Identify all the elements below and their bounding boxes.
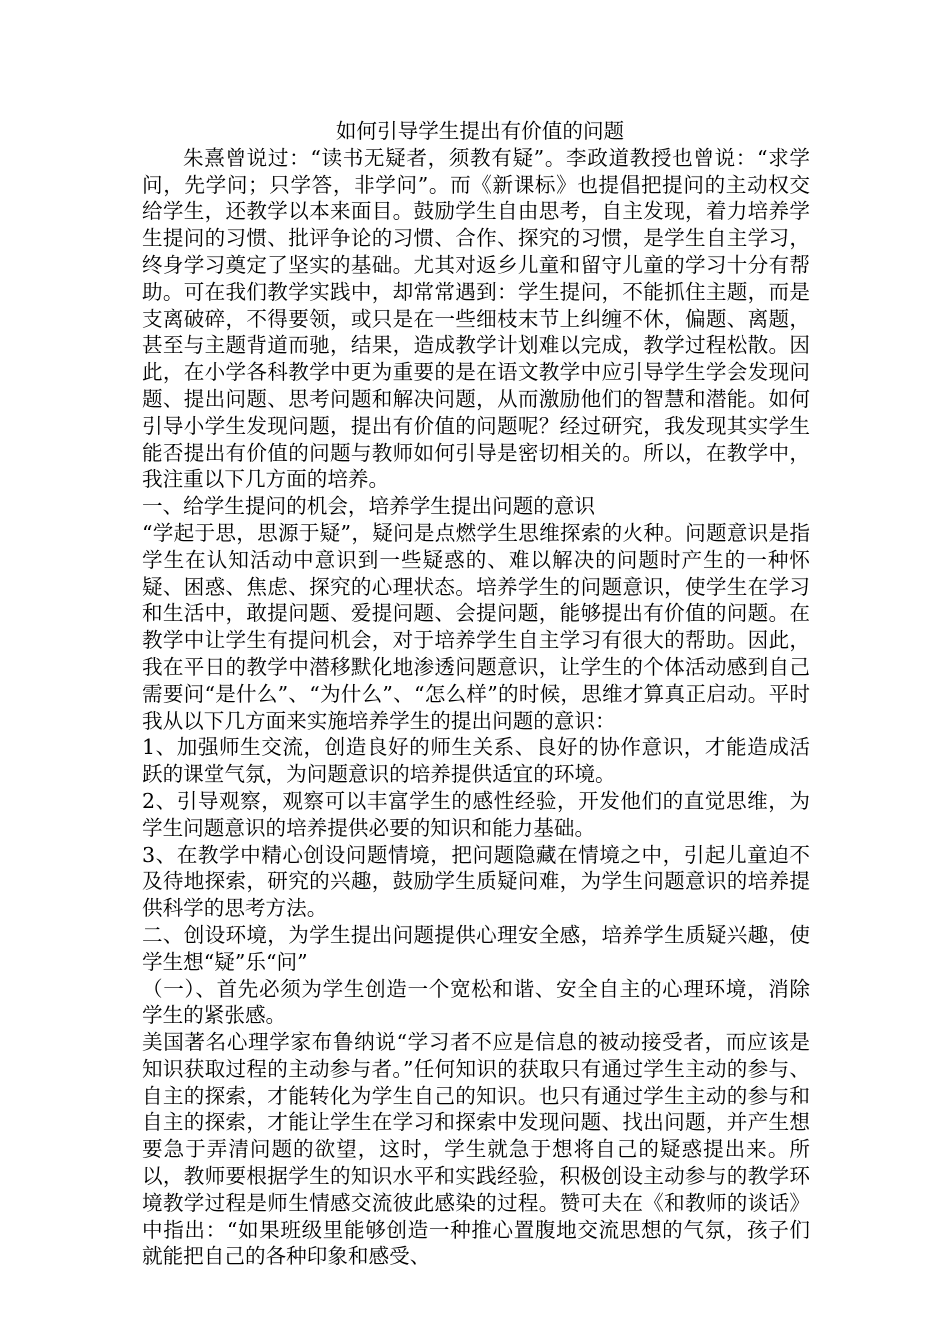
list-item-3: 3、在教学中精心创设问题情境，把问题隐藏在情境之中，引起儿童迫不及待地探索，研究的兴趣，鼓励学生质疑问难，为学生问题意识的培养提供科学的思考方法。 <box>142 842 810 921</box>
list-item-2: 2、引导观察，观察可以丰富学生的感性经验，开发他们的直觉思维，为学生问题意识的培养提供必要的知识和能力基础。 <box>142 788 810 840</box>
intro-paragraph: 朱熹曾说过：“读书无疑者，须教有疑”。李政道教授也曾说：“求学问，先学问；只学答，非学问”。而《新课标》也提倡把提问的主动权交给学生，还教学以本来面目。鼓励学生自由思考，自主发现，着力培养学生提问的习惯、批评争论的习惯、合作、探究的习惯，是学生自主学习，终身学习奠定了坚实的基础。尤其对返乡儿童和留守儿童的学习十分有帮助。可在我们教学实践中，却常常遇到：学生提问，不能抓住主题，而是支离破碎，不得要领，或只是在一些细枝末节上纠缠不休，偏题、离题，甚至与主题背道而驰，结果，造成教学计划难以完成，教学过程松散。因此，在小学各科教学中更为重要的是在语文教学中应引导学生学会发现问题、提出问题、思考问题和解决问题，从而激励他们的智慧和潜能。如何引导小学生发现问题，提出有价值的问题呢？经过研究，我发现其实学生能否提出有价值的问题与教师如何引导是密切相关的。所以，在教学中，我注重以下几方面的培养。 <box>142 145 810 492</box>
body-paragraph: “学起于思，思源于疑”，疑问是点燃学生思维探索的火种。问题意识是指学生在认知活动中意识到一些疑惑的、难以解决的问题时产生的一种怀疑、困惑、焦虑、探究的心理状态。培养学生的问题意识，使学生在学习和生活中，敢提问题、爱提问题、会提问题，能够提出有价值的问题。在教学中让学生有提问机会，对于培养学生自主学习有很大的帮助。因此，我在平日的教学中潜移默化地渗透问题意识，让学生的个体活动感到自己需要问“是什么”、“为什么”、“怎么样”的时候，思维才算真正启动。平时我从以下几方面来实施培养学生的提出问题的意识： <box>142 520 810 733</box>
document-title: 如何引导学生提出有价值的问题 <box>335 119 625 143</box>
section-heading-1: 一、给学生提问的机会，培养学生提出问题的意识 <box>142 494 596 519</box>
list-item-1: 1、加强师生交流，创造良好的师生关系、良好的协作意识，才能造成活跃的课堂气氛，为问题意识的培养提供适宜的环境。 <box>142 735 810 787</box>
section-heading-2: 二、创设环境，为学生提出问题提供心理安全感，培养学生质疑兴趣，使学生想“疑”乐“问” <box>142 922 810 974</box>
document-page <box>142 118 810 1270</box>
subsection-heading-1: （一）、首先必须为学生创造一个宽松和谐、安全自主的心理环境，消除学生的紧张感。 <box>142 976 810 1028</box>
body-paragraph: 美国著名心理学家布鲁纳说“学习者不应是信息的被动接受者，而应该是知识获取过程的主动参与者。”任何知识的获取只有通过学生主动的参与、自主的探索，才能转化为学生自己的知识。也只有通过学生主动的参与和自主的探索，才能让学生在学习和探索中发现问题、找出问题，并产生想要急于弄清问题的欲望，这时，学生就急于想将自己的疑惑提出来。所以，教师要根据学生的知识水平和实践经验，积极创设主动参与的教学环境教学过程是师生情感交流彼此感染的过程。赞可夫在《和教师的谈话》中指出：“如果班级里能够创造一种推心置腹地交流思想的气氛，孩子们就能把自己的各种印象和感受、 <box>142 1030 810 1269</box>
